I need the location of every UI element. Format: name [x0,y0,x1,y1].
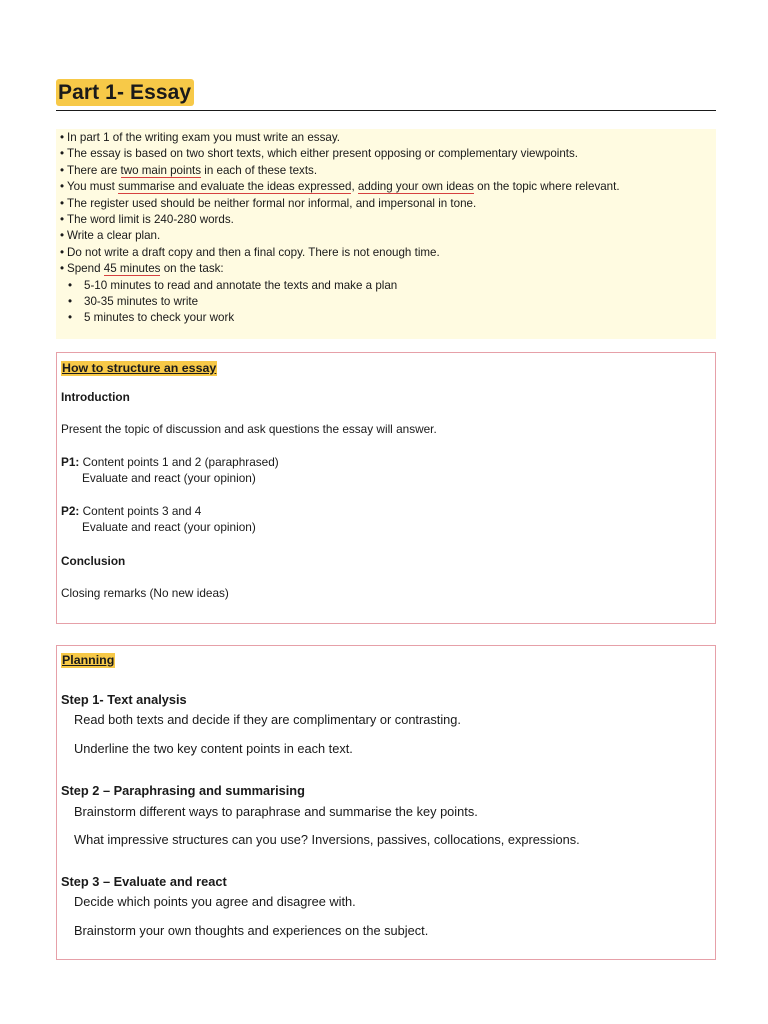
step2-text-a: Brainstorm different ways to paraphrase and summarise the key points. [74,804,478,819]
step1-text-a: Read both texts and decide if they are complimentary or contrasting. [74,712,461,727]
exam-info-list [56,129,716,339]
p1-line2: Evaluate and react (your opinion) [82,471,256,485]
list-item: • The word limit is 240-280 words. [60,213,234,227]
p1-line: P1: Content points 1 and 2 (paraphrased) [61,455,279,469]
list-item: • There are two main points in each of these texts. [60,163,318,177]
p2-line2: Evaluate and react (your opinion) [82,520,256,534]
list-item: • In part 1 of the writing exam you must write an essay. [60,131,341,144]
sub-list-item: • 5-10 minutes to read and annotate the texts and make a plan [68,278,398,292]
step2-text-b: What impressive structures can you use? Inversions, passives, collocations, expressions. [74,832,580,847]
list-item: • The essay is based on two short texts, which either present opposing or complementary viewpoints. [60,147,579,161]
step3-text-b: Brainstorm your own thoughts and experiences on the subject. [74,923,429,938]
title-divider [56,110,716,111]
underlined-phrase: summarise and evaluate the ideas expressed [118,180,352,194]
conclusion-label: Conclusion [61,554,126,568]
planning-heading: Planning [62,653,115,667]
introduction-label: Introduction [61,390,130,404]
step1-title: Step 1- Text analysis [61,692,187,707]
p2-label: P2: [61,504,80,518]
structure-heading: How to structure an essay [62,361,217,375]
underlined-phrase: 45 minutes [103,262,161,276]
p2-line: P2: Content points 3 and 4 [61,504,202,518]
planning-box [56,645,716,960]
list-item: • You must summarise and evaluate the ideas expressed, adding your own ideas on the topic where relevant. [60,180,620,194]
essay-structure-box [56,352,716,624]
sub-list-item: • 30-35 minutes to write [68,295,199,309]
underlined-phrase: two main points [120,163,202,177]
list-item: • Write a clear plan. [60,229,161,243]
underlined-phrase: adding your own ideas [357,180,474,194]
list-item: • The register used should be neither formal nor informal, and impersonal in tone. [60,196,477,210]
step2-title: Step 2 – Paraphrasing and summarising [61,783,305,798]
title-block [56,79,716,106]
introduction-text: Present the topic of discussion and ask questions the essay will answer. [61,422,437,436]
p1-label: P1: [61,455,80,469]
page-title: Part 1- Essay [56,79,194,106]
conclusion-text: Closing remarks (No new ideas) [61,586,229,600]
list-item: • Do not write a draft copy and then a final copy. There is not enough time. [60,245,440,259]
step1-text-b: Underline the two key content points in each text. [74,741,353,756]
step3-title: Step 3 – Evaluate and react [61,874,227,889]
step3-text-a: Decide which points you agree and disagree with. [74,894,356,909]
list-item: • Spend 45 minutes on the task: [60,262,224,276]
sub-list-item: • 5 minutes to check your work [68,311,235,325]
